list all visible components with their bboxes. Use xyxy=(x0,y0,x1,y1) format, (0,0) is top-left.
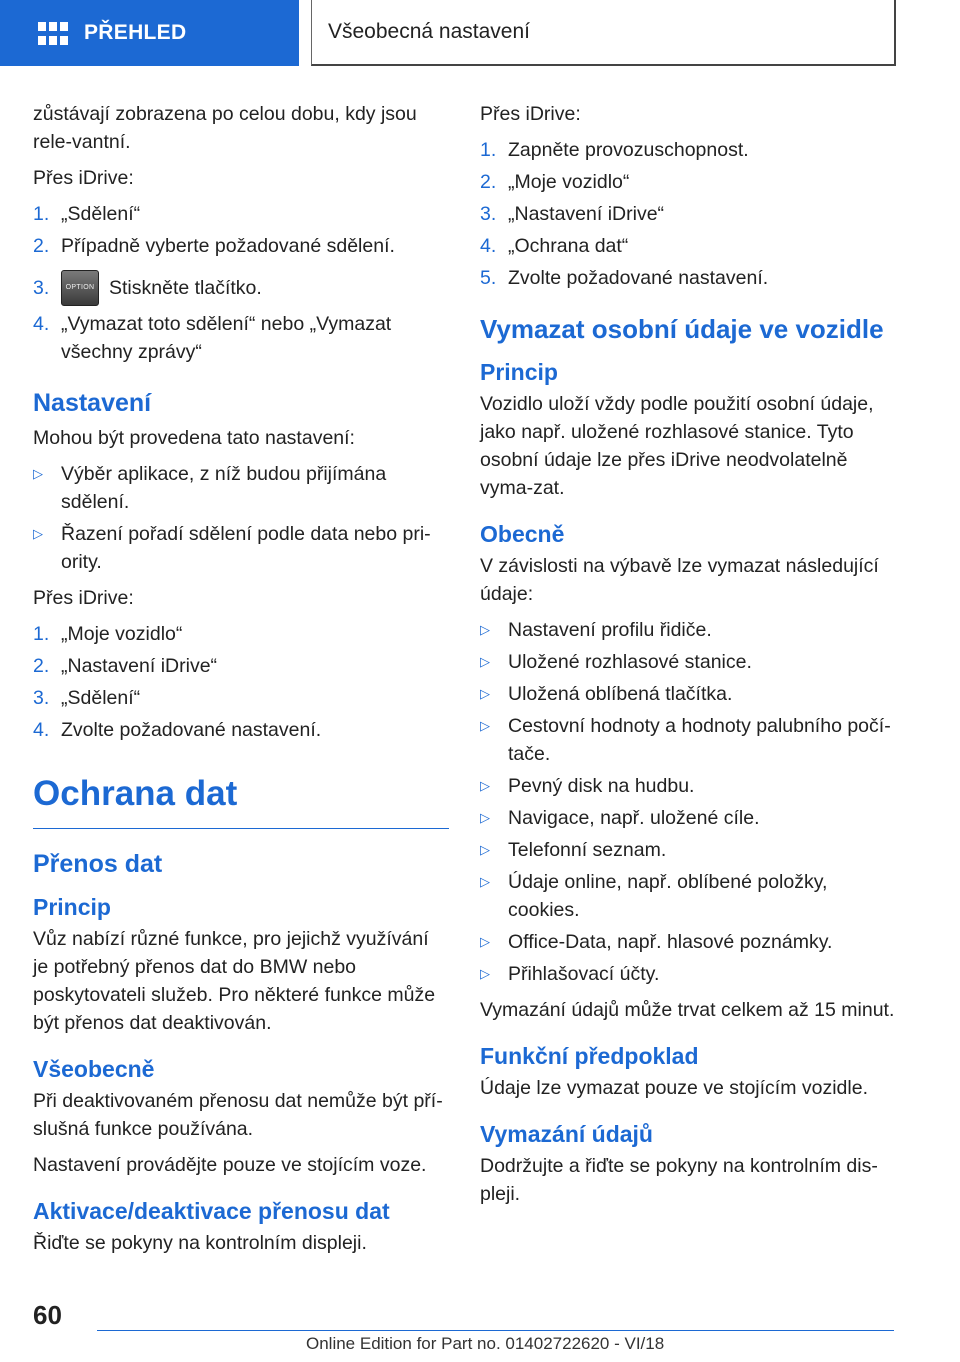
triangle-bullet-icon: ▷ xyxy=(480,934,490,949)
list-item: ▷ Uložená oblíbená tlačítka. xyxy=(480,680,896,708)
section-title: Všeobecná nastavení xyxy=(311,0,896,66)
principle-heading: Princip xyxy=(480,359,558,385)
right-column xyxy=(480,100,896,1216)
triangle-bullet-icon: ▷ xyxy=(480,842,490,857)
list-item: ▷ Výběr aplikace, z níž budou přijímána sdělení. xyxy=(33,460,449,516)
general-text: V závislosti na výbavě lze vymazat následující údaje: xyxy=(480,555,879,605)
settings-bullets xyxy=(33,460,449,576)
page-number: 60 xyxy=(33,1300,62,1330)
list-item: 1. „Moje vozidlo“ xyxy=(33,623,183,645)
triangle-bullet-icon: ▷ xyxy=(33,526,43,541)
triangle-bullet-icon: ▷ xyxy=(480,966,490,981)
list-item: 1. „Sdělení“ xyxy=(33,203,141,225)
intro-text: zůstávají zobrazena po celou dobu, kdy jsou rele-vantní. xyxy=(33,103,417,153)
edition-text: Online Edition for Part no. 01402722620 - VI/18 xyxy=(306,1334,665,1353)
deletable-data-bullets xyxy=(480,616,896,988)
principle-heading: Princip xyxy=(33,894,111,920)
triangle-bullet-icon: ▷ xyxy=(480,654,490,669)
steps-list xyxy=(33,200,449,366)
list-item: 3. „Sdělení“ xyxy=(33,687,141,709)
delete-personal-data-heading: Vymazat osobní údaje ve vozidle xyxy=(480,314,884,344)
prerequisite-text: Údaje lze vymazat pouze ve stojícím vozidle. xyxy=(480,1077,869,1099)
list-item: 5. Zvolte požadované nastavení. xyxy=(480,267,769,289)
triangle-bullet-icon: ▷ xyxy=(480,622,490,637)
triangle-bullet-icon: ▷ xyxy=(480,778,490,793)
overview-tab[interactable] xyxy=(0,0,299,66)
grid-icon xyxy=(38,21,68,45)
list-item: ▷ Uložené rozhlasové stanice. xyxy=(480,648,896,676)
via-idrive-label: Přes iDrive: xyxy=(33,167,134,189)
principle-text: Vůz nabízí různé funkce, pro jejichž využívání je potřebný přenos dat do BMW nebo poskytovateli služeb. Pro některé funkce může být přenos dat deaktivován. xyxy=(33,928,436,1034)
option-button-icon: OPTION xyxy=(61,270,99,306)
list-item: ▷ Office-Data, např. hlasové poznámky. xyxy=(480,928,896,956)
list-item: ▷ Nastavení profilu řidiče. xyxy=(480,616,896,644)
list-item: ▷ Pevný disk na hudbu. xyxy=(480,772,896,800)
list-item: 2. Případně vyberte požadované sdělení. xyxy=(33,235,395,257)
general-text: Nastavení provádějte pouze ve stojícím voze. xyxy=(33,1154,427,1176)
activation-text: Řiďte se pokyny na kontrolním displeji. xyxy=(33,1232,367,1254)
deletion-time-text: Vymazání údajů může trvat celkem až 15 minut. xyxy=(480,999,895,1021)
overview-tab-label: PŘEHLED xyxy=(84,21,187,44)
triangle-bullet-icon: ▷ xyxy=(480,718,490,733)
triangle-bullet-icon: ▷ xyxy=(33,466,43,481)
list-item: ▷ Přihlašovací účty. xyxy=(480,960,896,988)
list-item: 2. „Moje vozidlo“ xyxy=(480,171,630,193)
list-item: ▷ Telefonní seznam. xyxy=(480,836,896,864)
left-column xyxy=(33,100,449,1265)
via-idrive-label: Přes iDrive: xyxy=(33,587,134,609)
list-item: 3. OPTION Stiskněte tlačítko. xyxy=(33,270,449,306)
activation-heading: Aktivace/deaktivace přenosu dat xyxy=(33,1198,390,1224)
list-item: 4. Zvolte požadované nastavení. xyxy=(33,719,322,741)
list-item: ▷ Údaje online, např. oblíbené položky, cookies. xyxy=(480,868,896,924)
page-header xyxy=(0,0,960,66)
general-text: Při deaktivovaném přenosu dat nemůže být pří-slušná funkce používána. xyxy=(33,1090,443,1140)
triangle-bullet-icon: ▷ xyxy=(480,686,490,701)
via-idrive-label: Přes iDrive: xyxy=(480,103,581,125)
data-deletion-text: Dodržujte a řiďte se pokyny na kontrolním dis-pleji. xyxy=(480,1155,878,1205)
settings-text: Mohou být provedena tato nastavení: xyxy=(33,427,355,449)
list-item: ▷ Navigace, např. uložené cíle. xyxy=(480,804,896,832)
data-protection-heading: Ochrana dat xyxy=(33,772,449,829)
settings-heading: Nastavení xyxy=(33,389,152,417)
triangle-bullet-icon: ▷ xyxy=(480,874,490,889)
list-item: 4. „Vymazat toto sdělení“ nebo „Vymazat všechny zprávy“ xyxy=(33,313,392,363)
list-item: ▷ Řazení pořadí sdělení podle data nebo pri-ority. xyxy=(33,520,449,576)
list-item: 3. „Nastavení iDrive“ xyxy=(480,203,665,225)
prerequisite-heading: Funkční předpoklad xyxy=(480,1043,699,1069)
list-item: 4. „Ochrana dat“ xyxy=(480,235,629,257)
list-item: ▷ Cestovní hodnoty a hodnoty palubního počí-tače. xyxy=(480,712,896,768)
general-heading: Všeobecně xyxy=(33,1056,155,1082)
list-item: 2. „Nastavení iDrive“ xyxy=(33,655,218,677)
principle-text: Vozidlo uloží vždy podle použití osobní údaje, jako např. uložené rozhlasové stanice. Tyto osobní údaje lze přes iDrive neodvolatelně vyma-zat. xyxy=(480,393,874,499)
steps-list xyxy=(480,136,896,292)
general-heading: Obecně xyxy=(480,521,565,547)
steps-list xyxy=(33,620,449,744)
footer-divider xyxy=(97,1330,894,1331)
data-transfer-heading: Přenos dat xyxy=(33,850,163,878)
data-deletion-heading: Vymazání údajů xyxy=(480,1121,653,1147)
list-item: 1. Zapněte provozuschopnost. xyxy=(480,139,749,161)
triangle-bullet-icon: ▷ xyxy=(480,810,490,825)
